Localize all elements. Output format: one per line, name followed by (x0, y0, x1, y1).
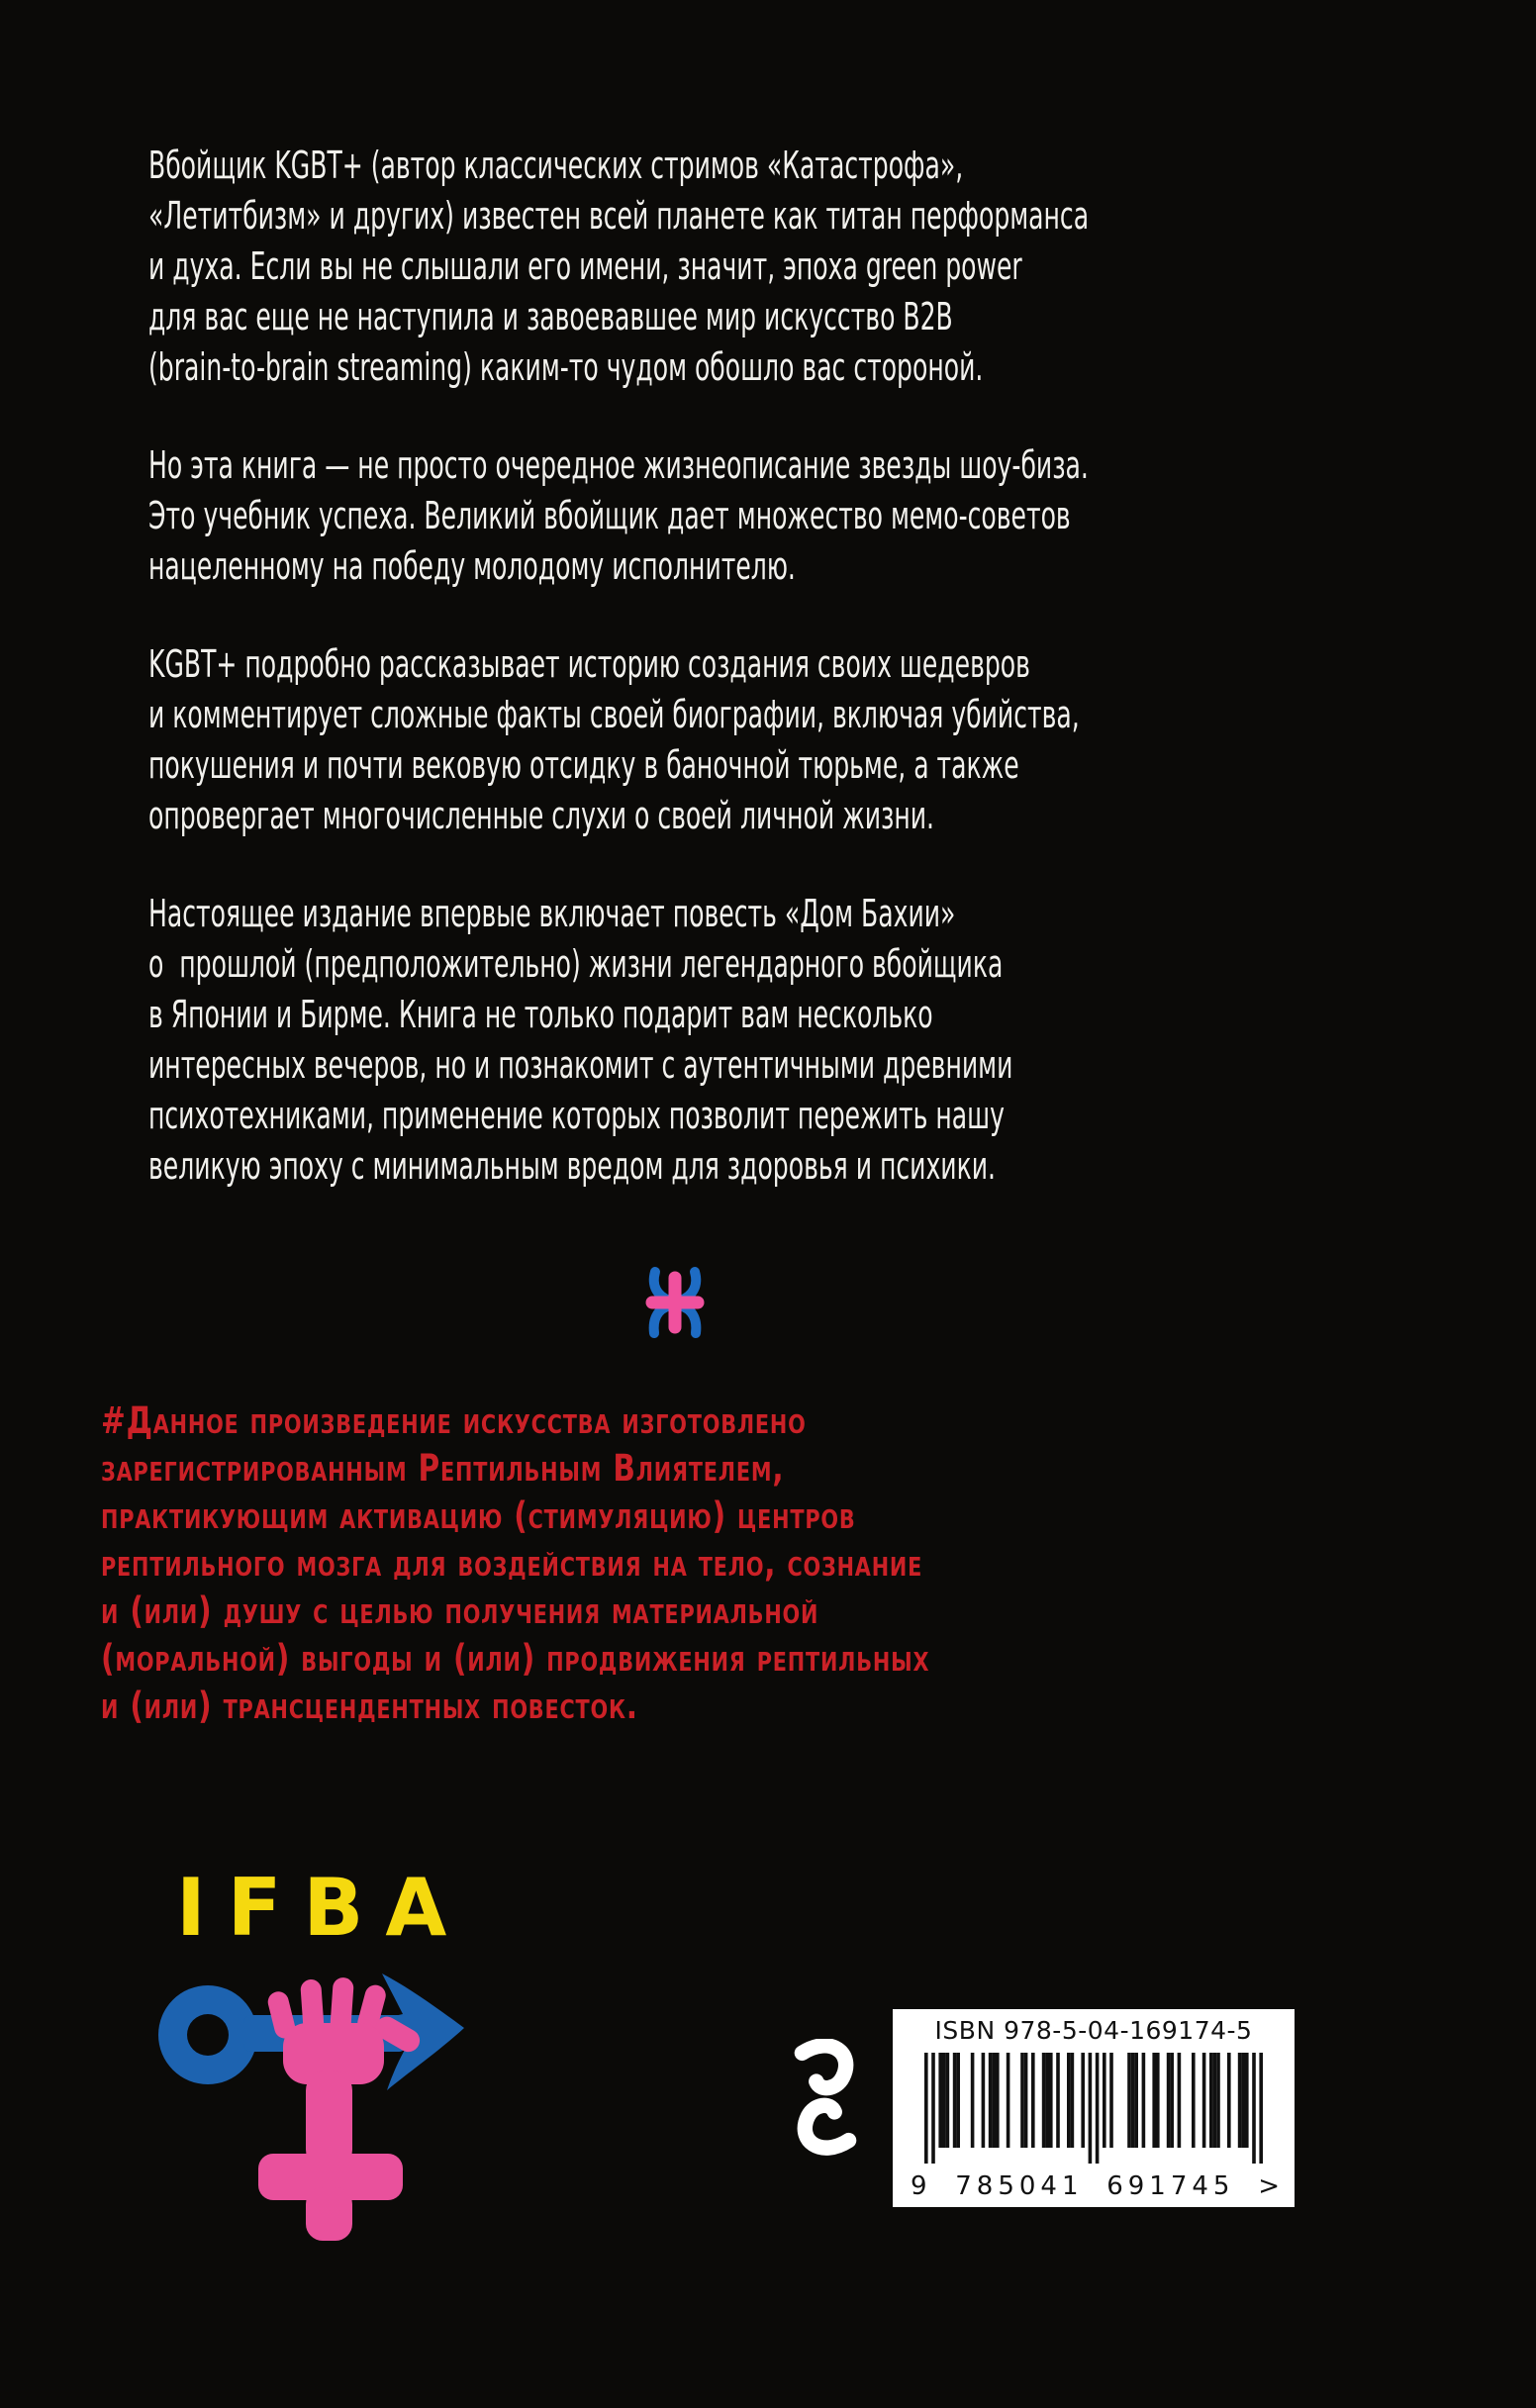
barcode-bar (1213, 2053, 1217, 2148)
annotation-line: (brain-to-brain streaming) каким-то чудом обошло вас стороной. (148, 345, 984, 389)
barcode-bar (956, 2053, 960, 2148)
barcode-bar (1142, 2053, 1146, 2148)
annotation-paragraph (148, 141, 1188, 393)
divider-leg-bottom-left (654, 1305, 670, 1333)
annotation-line: и комментирует сложные факты своей биографии, включая убийства, (148, 693, 1080, 736)
barcode-bar (1156, 2053, 1160, 2148)
barcode-bar (953, 2053, 957, 2148)
annotation-line: нацеленному на победу молодому исполнителю. (148, 544, 796, 588)
barcode-bar (989, 2053, 993, 2148)
annotation-line: в Японии и Бирме. Книга не только подарит вам несколько (148, 993, 933, 1036)
annotation-line: KGBT+ подробно рассказывает историю создания своих шедевров (148, 642, 1030, 686)
isbn-label: ISBN 978-5-04-169174-5 (934, 2016, 1253, 2045)
barcode-bar (1020, 2053, 1024, 2148)
barcode-bar (1167, 2053, 1171, 2148)
annotation-line: «Летитбизм» и других) известен всей планете как титан перформанса (148, 194, 1090, 238)
barcode-bar (938, 2053, 942, 2148)
barcode-bar (931, 2053, 935, 2164)
barcode-bar (996, 2053, 1000, 2148)
barcode-bar (1067, 2053, 1071, 2148)
barcode-bar (1245, 2053, 1249, 2148)
ifba-logo-text: IFBA (176, 1862, 469, 1954)
disclaimer-line: зарегистрированным Рептильным Влиятелем, (101, 1447, 785, 1490)
barcode-bar (1131, 2053, 1135, 2148)
disclaimer-line: практикующим активацию (стимуляцию) центров (101, 1494, 856, 1537)
barcode-bar (946, 2053, 950, 2148)
eksmo-swirl-top (802, 2046, 845, 2088)
barcode-bar (1202, 2053, 1206, 2148)
barcode-bar (1045, 2053, 1049, 2148)
barcode-bar (1031, 2053, 1035, 2148)
annotation-text (148, 141, 1188, 1239)
barcode-bar (1007, 2053, 1010, 2148)
key-circle-hole (187, 2014, 229, 2056)
barcode-bar (1227, 2053, 1231, 2148)
asterisk-divider-icon (643, 1264, 707, 1341)
barcode-bar (982, 2053, 986, 2148)
barcode-bar (924, 2053, 928, 2164)
disclaimer-line: и (или) трансцендентных повесток. (101, 1685, 638, 1727)
barcode-bar (1134, 2053, 1138, 2148)
eksmo-swirl-bottom (805, 2105, 848, 2148)
barcode (893, 2009, 1295, 2207)
barcode-bar (1024, 2053, 1028, 2148)
barcode-digit-group: 691745 (1106, 2171, 1235, 2201)
barcode-digit-group: > (1258, 2171, 1285, 2201)
annotation-line: и духа. Если вы не слышали его имени, значит, эпоха green power (148, 244, 1022, 288)
divider-leg-bottom-right (680, 1305, 696, 1333)
annotation-line: психотехниками, применение которых позволит пережить нашу (148, 1094, 1005, 1137)
disclaimer-line: и (или) душу с целью получения материальной (101, 1589, 819, 1632)
annotation-line: о прошлой (предположительно) жизни легендарного вбойщика (148, 942, 1004, 986)
barcode-bar (1103, 2053, 1106, 2148)
reptilian-disclaimer (101, 1397, 1190, 1730)
annotation-line: интересных вечеров, но и познакомит с аутентичными древними (148, 1043, 1013, 1087)
annotation-line: великую эпоху с минимальным вредом для здоровья и психики. (148, 1144, 997, 1188)
barcode-bar (971, 2053, 975, 2148)
annotation-line: опровергает многочисленные слухи о своей личной жизни. (148, 794, 935, 837)
eksmo-publisher-logo (790, 2039, 861, 2156)
barcode-bar (1056, 2053, 1060, 2148)
annotation-line: Настоящее издание впервые включает повесть «Дом Бахии» (148, 892, 956, 935)
disclaimer-line: рептильного мозга для воздействия на тело, сознание (101, 1542, 923, 1585)
ifba-symbol (156, 1968, 471, 2253)
barcode-bar (1178, 2053, 1182, 2148)
annotation-paragraph (148, 440, 1188, 592)
barcode-bar (942, 2053, 946, 2148)
barcode-bar (1170, 2053, 1174, 2148)
barcode-bar (1109, 2053, 1113, 2148)
barcode-digit-group: 785041 (955, 2171, 1084, 2201)
barcode-bar (1252, 2053, 1256, 2164)
annotation-line: для вас еще не наступила и завоевавшее мир искусство B2B (148, 295, 953, 338)
barcode-digits (911, 2171, 1285, 2201)
disclaimer-line: (моральной) выгоды и (или) продвижения рептильных (101, 1637, 930, 1680)
barcode-bar (992, 2053, 996, 2148)
female-cross-vertical (306, 2187, 352, 2241)
barcode-bar (1127, 2053, 1131, 2148)
barcode-bars (924, 2053, 1263, 2164)
barcode-bar (1238, 2053, 1242, 2148)
barcode-bar (1049, 2053, 1053, 2148)
annotation-line: Вбойщик KGBT+ (автор классических стримов «Катастрофа», (148, 144, 964, 187)
barcode-digit-group: 9 (911, 2171, 932, 2201)
annotation-line: покушения и почти вековую отсидку в баночной тюрьме, а также (148, 743, 1019, 787)
barcode-bar (1259, 2053, 1263, 2164)
annotation-line: Но эта книга — не просто очередное жизнеописание звезды шоу-биза. (148, 443, 1089, 487)
barcode-bar (1089, 2053, 1093, 2164)
annotation-paragraph (148, 889, 1188, 1192)
barcode-bar (1192, 2053, 1196, 2148)
barcode-bar (1209, 2053, 1213, 2148)
barcode-bar (1042, 2053, 1046, 2148)
barcode-bar (1216, 2053, 1220, 2148)
barcode-bar (1241, 2053, 1245, 2148)
annotation-line: Это учебник успеха. Великий вбойщик дает множество мемо-советов (148, 494, 1071, 537)
disclaimer-line: #Данное произведение искусства изготовлено (101, 1399, 807, 1442)
barcode-bar (1152, 2053, 1156, 2148)
barcode-bar (1081, 2053, 1085, 2148)
barcode-bar (1071, 2053, 1075, 2148)
annotation-paragraph (148, 639, 1188, 841)
barcode-bar (1096, 2053, 1100, 2164)
